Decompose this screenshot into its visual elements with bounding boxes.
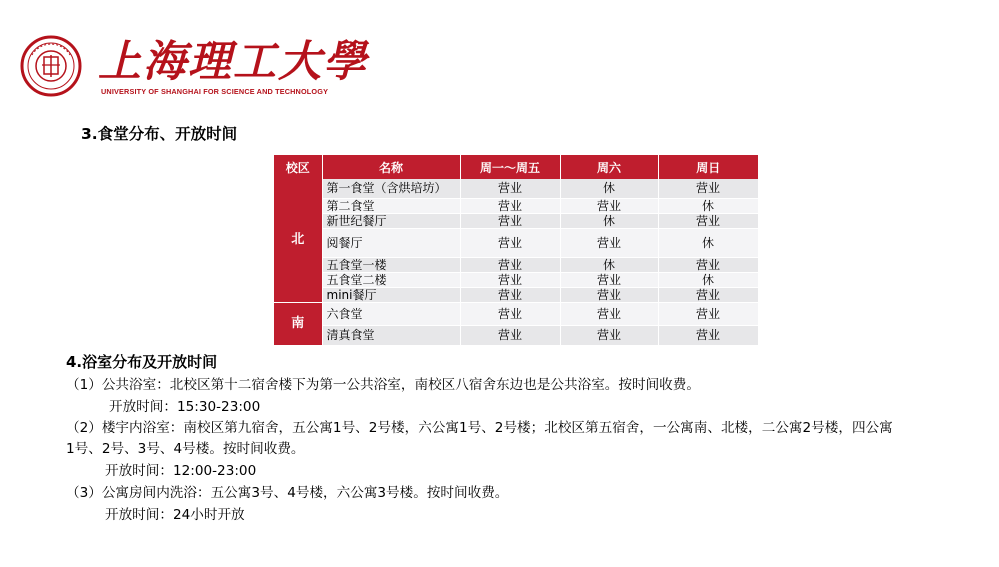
table-header-row xyxy=(274,155,758,179)
sunday-status: 营业 xyxy=(658,302,758,325)
canteen-name: 清真食堂 xyxy=(322,325,460,345)
bath-item-2: （2）楼宇内浴室：南校区第九宿舍，五公寓1号、2号楼，六公寓1号、2号楼；北校区第五宿舍，一公寓南、北楼，二公寓2号楼，四公寓 xyxy=(66,420,893,436)
weekday-status: 营业 xyxy=(460,287,560,302)
table-row xyxy=(274,302,758,325)
sunday-status: 休 xyxy=(658,272,758,287)
canteen-name: 新世纪餐厅 xyxy=(322,213,460,228)
header-campus: 校区 xyxy=(274,155,322,179)
bath-item-1-hours: 开放时间：15:30-23:00 xyxy=(109,399,261,415)
canteen-name: 五食堂二楼 xyxy=(322,272,460,287)
sunday-status: 营业 xyxy=(658,287,758,302)
bath-item-3-hours: 开放时间：24小时开放 xyxy=(105,507,245,523)
canteen-table xyxy=(274,155,759,346)
sunday-status: 营业 xyxy=(658,179,758,198)
saturday-status: 休 xyxy=(560,257,658,272)
saturday-status: 营业 xyxy=(560,272,658,287)
weekday-status: 营业 xyxy=(460,272,560,287)
sunday-status: 营业 xyxy=(658,325,758,345)
saturday-status: 营业 xyxy=(560,198,658,213)
weekday-status: 营业 xyxy=(460,179,560,198)
header-sunday: 周日 xyxy=(658,155,758,179)
table-row xyxy=(274,272,758,287)
university-name-logo: 上海理工大學 xyxy=(98,37,368,87)
sunday-status: 休 xyxy=(658,228,758,257)
campus-north: 北 xyxy=(274,179,322,302)
saturday-status: 营业 xyxy=(560,302,658,325)
section-3-heading: 3.食堂分布、开放时间 xyxy=(81,125,238,143)
section-4-heading: 4.浴室分布及开放时间 xyxy=(66,353,218,371)
sunday-status: 营业 xyxy=(658,213,758,228)
table-row xyxy=(274,257,758,272)
bath-item-2-cont: 1号、2号、3号、4号楼。按时间收费。 xyxy=(66,441,305,457)
canteen-name: 六食堂 xyxy=(322,302,460,325)
saturday-status: 营业 xyxy=(560,325,658,345)
canteen-name: mini餐厅 xyxy=(322,287,460,302)
saturday-status: 休 xyxy=(560,179,658,198)
weekday-status: 营业 xyxy=(460,257,560,272)
canteen-name: 第一食堂（含烘培坊） xyxy=(322,179,460,198)
canteen-name: 第二食堂 xyxy=(322,198,460,213)
table-row xyxy=(274,198,758,213)
header-name: 名称 xyxy=(322,155,460,179)
header-weekday: 周一～周五 xyxy=(460,155,560,179)
weekday-status: 营业 xyxy=(460,325,560,345)
table-row xyxy=(274,213,758,228)
saturday-status: 营业 xyxy=(560,287,658,302)
university-seal-logo xyxy=(20,35,82,97)
canteen-name: 五食堂一楼 xyxy=(322,257,460,272)
weekday-status: 营业 xyxy=(460,228,560,257)
bath-item-2-hours: 开放时间：12:00-23:00 xyxy=(105,463,257,479)
bath-item-1: （1）公共浴室：北校区第十二宿舍楼下为第一公共浴室，南校区八宿舍东边也是公共浴室。按时间收费。 xyxy=(66,377,700,393)
campus-south: 南 xyxy=(274,302,322,345)
sunday-status: 营业 xyxy=(658,257,758,272)
saturday-status: 营业 xyxy=(560,228,658,257)
university-english-name: UNIVERSITY OF SHANGHAI FOR SCIENCE AND TECHNOLOGY xyxy=(101,87,329,96)
table-row xyxy=(274,228,758,257)
saturday-status: 休 xyxy=(560,213,658,228)
weekday-status: 营业 xyxy=(460,198,560,213)
bath-item-3: （3）公寓房间内洗浴：五公寓3号、4号楼，六公寓3号楼。按时间收费。 xyxy=(66,485,509,501)
table-row xyxy=(274,179,758,198)
weekday-status: 营业 xyxy=(460,213,560,228)
header-saturday: 周六 xyxy=(560,155,658,179)
sunday-status: 休 xyxy=(658,198,758,213)
table-row xyxy=(274,287,758,302)
table-row xyxy=(274,325,758,345)
weekday-status: 营业 xyxy=(460,302,560,325)
canteen-name: 阅餐厅 xyxy=(322,228,460,257)
